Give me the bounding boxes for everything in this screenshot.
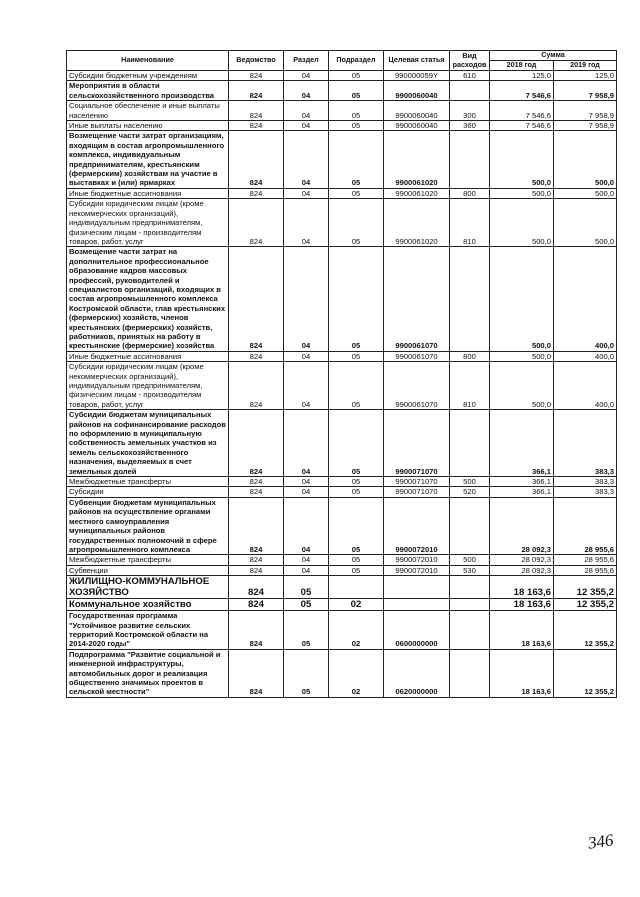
cell-name: Иные выплаты населению [67, 121, 229, 131]
cell-celevaya-statya: 9900061070 [384, 247, 450, 351]
cell-name: Субвенции [67, 565, 229, 575]
cell-name: Мероприятия в области сельскохозяйственного производства [67, 81, 229, 101]
cell-sum-2019: 12 355,2 [554, 576, 617, 599]
cell-razdel: 04 [284, 81, 329, 101]
cell-celevaya-statya: 9900061020 [384, 188, 450, 198]
table-row [67, 81, 617, 101]
cell-name: Субвенции бюджетам муниципальных районов на осуществление органами местного самоуправления муниципальных районов государственных полномочий в сфере агропромышленного комплекса [67, 497, 229, 554]
cell-razdel: 05 [284, 576, 329, 599]
cell-razdel: 05 [284, 611, 329, 650]
cell-podrazdel: 05 [329, 131, 384, 188]
cell-sum-2019: 400,0 [554, 247, 617, 351]
cell-vedomstvo: 824 [229, 649, 284, 697]
cell-podrazdel: 05 [329, 71, 384, 81]
cell-razdel: 05 [284, 649, 329, 697]
cell-name: Межбюджетные трансферты [67, 477, 229, 487]
cell-celevaya-statya: 0600000000 [384, 611, 450, 650]
table-row [67, 362, 617, 410]
cell-sum-2019: 383,3 [554, 477, 617, 487]
cell-sum-2019: 12 355,2 [554, 649, 617, 697]
cell-podrazdel: 05 [329, 555, 384, 565]
cell-razdel: 04 [284, 487, 329, 497]
cell-podrazdel: 05 [329, 247, 384, 351]
cell-name: Субсидии бюджетам муниципальных районов на софинансирование расходов по оформлению в муниципальную собственность земельных участков из земель сельскохозяйственного назначения, выделяемых в счет земельных долей [67, 410, 229, 477]
cell-vid-rashodov: 810 [450, 199, 490, 247]
cell-vid-rashodov: 500 [450, 555, 490, 565]
cell-podrazdel: 05 [329, 188, 384, 198]
cell-podrazdel: 05 [329, 497, 384, 554]
cell-celevaya-statya: 9900071070 [384, 477, 450, 487]
cell-podrazdel: 05 [329, 199, 384, 247]
cell-razdel: 04 [284, 131, 329, 188]
cell-sum-2019: 400,0 [554, 351, 617, 361]
cell-celevaya-statya: 9900061020 [384, 131, 450, 188]
cell-vid-rashodov: 800 [450, 351, 490, 361]
cell-vedomstvo: 824 [229, 131, 284, 188]
cell-vedomstvo: 824 [229, 565, 284, 575]
cell-podrazdel: 02 [329, 599, 384, 611]
cell-vedomstvo: 824 [229, 121, 284, 131]
cell-sum-2019: 383,3 [554, 487, 617, 497]
cell-razdel: 04 [284, 71, 329, 81]
cell-sum-2019: 125,0 [554, 71, 617, 81]
cell-podrazdel: 05 [329, 121, 384, 131]
cell-podrazdel: 05 [329, 565, 384, 575]
cell-name: Субсидии бюджетным учреждениям [67, 71, 229, 81]
cell-sum-2019: 500,0 [554, 131, 617, 188]
table-row [67, 410, 617, 477]
cell-sum-2018: 500,0 [490, 188, 554, 198]
cell-celevaya-statya: 0620000000 [384, 649, 450, 697]
cell-sum-2018: 28 092,3 [490, 555, 554, 565]
cell-name: Коммунальное хозяйство [67, 599, 229, 611]
cell-sum-2018: 7 546,6 [490, 121, 554, 131]
cell-podrazdel: 05 [329, 362, 384, 410]
cell-sum-2018: 18 163,6 [490, 611, 554, 650]
cell-razdel: 04 [284, 497, 329, 554]
cell-sum-2018: 7 546,6 [490, 101, 554, 121]
cell-vid-rashodov: 610 [450, 71, 490, 81]
cell-name: Государственная программа "Устойчивое развитие сельских территорий Костромской области на 2014-2020 годы" [67, 611, 229, 650]
header-year-2018: 2018 год [490, 61, 554, 71]
cell-podrazdel: 05 [329, 101, 384, 121]
cell-razdel: 04 [284, 188, 329, 198]
cell-sum-2019: 12 355,2 [554, 599, 617, 611]
cell-razdel: 04 [284, 362, 329, 410]
cell-celevaya-statya [384, 599, 450, 611]
cell-celevaya-statya: 9900061020 [384, 199, 450, 247]
cell-vedomstvo: 824 [229, 351, 284, 361]
table-row [67, 121, 617, 131]
cell-sum-2019: 28 955,6 [554, 497, 617, 554]
cell-podrazdel: 05 [329, 410, 384, 477]
cell-vid-rashodov [450, 131, 490, 188]
cell-vid-rashodov [450, 649, 490, 697]
cell-sum-2018: 28 092,3 [490, 497, 554, 554]
cell-sum-2018: 366,1 [490, 477, 554, 487]
cell-vid-rashodov [450, 497, 490, 554]
table-row [67, 351, 617, 361]
header-vid-rashodov: Вид расходов [450, 51, 490, 71]
cell-name: Возмещение части затрат на дополнительное профессиональное образование кадров массовых профессий, руководителей и специалистов организаций, входящих в состав агропромышленного комплекса Костромской области, глав крестьянских (фермерских) хозяйств, членов крестьянских (фермерских) хозяйств, работников, принятых на работу в крестьянские (фермерские) хозяйства [67, 247, 229, 351]
cell-razdel: 04 [284, 101, 329, 121]
cell-sum-2018: 500,0 [490, 131, 554, 188]
header-vedomstvo: Ведомство [229, 51, 284, 71]
cell-podrazdel: 05 [329, 487, 384, 497]
cell-vid-rashodov [450, 410, 490, 477]
table-header [67, 51, 617, 71]
cell-vedomstvo: 824 [229, 81, 284, 101]
cell-vedomstvo: 824 [229, 487, 284, 497]
cell-sum-2018: 500,0 [490, 247, 554, 351]
cell-celevaya-statya: 990000059Y [384, 71, 450, 81]
table-row [67, 247, 617, 351]
cell-razdel: 04 [284, 121, 329, 131]
table-row [67, 477, 617, 487]
cell-name: Субсидии юридическим лицам (кроме некоммерческих организаций), индивидуальным предпринимателям, физическим лицам - производителям товаров, работ, услуг [67, 199, 229, 247]
cell-vid-rashodov: 530 [450, 565, 490, 575]
cell-vid-rashodov: 520 [450, 487, 490, 497]
header-year-2019: 2019 год [554, 61, 617, 71]
cell-vid-rashodov: 810 [450, 362, 490, 410]
cell-celevaya-statya: 9900060040 [384, 101, 450, 121]
budget-table [66, 50, 617, 698]
cell-vedomstvo: 824 [229, 247, 284, 351]
cell-sum-2018: 500,0 [490, 351, 554, 361]
cell-sum-2018: 500,0 [490, 199, 554, 247]
cell-vid-rashodov [450, 81, 490, 101]
table-row [67, 599, 617, 611]
cell-sum-2019: 500,0 [554, 199, 617, 247]
cell-sum-2019: 7 958,9 [554, 101, 617, 121]
cell-celevaya-statya: 9900072010 [384, 497, 450, 554]
header-summa: Сумма [490, 51, 617, 61]
cell-sum-2018: 125,0 [490, 71, 554, 81]
table-row [67, 188, 617, 198]
cell-name: Иные бюджетные ассигнования [67, 351, 229, 361]
cell-name: Социальное обеспечение и иные выплаты населению [67, 101, 229, 121]
cell-vedomstvo: 824 [229, 101, 284, 121]
header-name: Наименование [67, 51, 229, 71]
cell-sum-2018: 500,0 [490, 362, 554, 410]
cell-vid-rashodov [450, 247, 490, 351]
table-row [67, 649, 617, 697]
cell-vedomstvo: 824 [229, 477, 284, 487]
cell-vedomstvo: 824 [229, 188, 284, 198]
cell-name: Возмещение части затрат организациям, входящим в состав агропромышленного комплекса, индивидуальным предпринимателям, крестьянским (фермерским) хозяйствам на участие в выставках и (или) ярмарках [67, 131, 229, 188]
header-podrazdel: Подраздел [329, 51, 384, 71]
budget-sheet [66, 50, 616, 698]
cell-sum-2019: 400,0 [554, 362, 617, 410]
cell-sum-2019: 383,3 [554, 410, 617, 477]
cell-sum-2019: 7 958,9 [554, 81, 617, 101]
cell-vedomstvo: 824 [229, 497, 284, 554]
cell-sum-2018: 366,1 [490, 410, 554, 477]
cell-vedomstvo: 824 [229, 555, 284, 565]
cell-sum-2019: 28 955,6 [554, 555, 617, 565]
cell-name: Иные бюджетные ассигнования [67, 188, 229, 198]
cell-razdel: 04 [284, 247, 329, 351]
cell-vedomstvo: 824 [229, 410, 284, 477]
table-row [67, 565, 617, 575]
cell-vid-rashodov [450, 576, 490, 599]
cell-vedomstvo: 824 [229, 199, 284, 247]
table-row [67, 487, 617, 497]
cell-razdel: 05 [284, 599, 329, 611]
cell-razdel: 04 [284, 351, 329, 361]
cell-celevaya-statya: 9900072010 [384, 565, 450, 575]
cell-name: ЖИЛИЩНО-КОММУНАЛЬНОЕ ХОЗЯЙСТВО [67, 576, 229, 599]
cell-razdel: 04 [284, 477, 329, 487]
cell-razdel: 04 [284, 199, 329, 247]
cell-podrazdel: 02 [329, 649, 384, 697]
cell-podrazdel: 02 [329, 611, 384, 650]
cell-razdel: 04 [284, 565, 329, 575]
cell-sum-2019: 7 958,9 [554, 121, 617, 131]
cell-name: Субсидии юридическим лицам (кроме некоммерческих организаций), индивидуальным предпринимателям, физическим лицам - производителям товаров, работ, услуг [67, 362, 229, 410]
cell-vedomstvo: 824 [229, 362, 284, 410]
cell-celevaya-statya: 9900072010 [384, 555, 450, 565]
cell-razdel: 04 [284, 410, 329, 477]
cell-vedomstvo: 824 [229, 71, 284, 81]
table-row [67, 497, 617, 554]
table-row [67, 611, 617, 650]
cell-vid-rashodov: 360 [450, 121, 490, 131]
cell-celevaya-statya: 9900071070 [384, 410, 450, 477]
cell-podrazdel: 05 [329, 81, 384, 101]
cell-razdel: 04 [284, 555, 329, 565]
cell-sum-2018: 18 163,6 [490, 649, 554, 697]
cell-sum-2018: 7 546,6 [490, 81, 554, 101]
table-row [67, 199, 617, 247]
cell-celevaya-statya [384, 576, 450, 599]
cell-sum-2019: 500,0 [554, 188, 617, 198]
cell-vid-rashodov [450, 599, 490, 611]
cell-sum-2019: 12 355,2 [554, 611, 617, 650]
cell-vid-rashodov: 300 [450, 101, 490, 121]
cell-vedomstvo: 824 [229, 576, 284, 599]
cell-celevaya-statya: 9900071070 [384, 487, 450, 497]
table-row [67, 555, 617, 565]
cell-celevaya-statya: 9900060040 [384, 121, 450, 131]
cell-vid-rashodov: 800 [450, 188, 490, 198]
cell-vedomstvo: 824 [229, 611, 284, 650]
cell-name: Подпрограмма "Развитие социальной и инженерной инфраструктуры, автомобильных дорог и реализация общественно значимых проектов в сельской местности" [67, 649, 229, 697]
cell-celevaya-statya: 9900061070 [384, 362, 450, 410]
header-razdel: Раздел [284, 51, 329, 71]
cell-sum-2018: 366,1 [490, 487, 554, 497]
table-row [67, 71, 617, 81]
cell-vid-rashodov: 500 [450, 477, 490, 487]
cell-vid-rashodov [450, 611, 490, 650]
cell-podrazdel [329, 576, 384, 599]
cell-sum-2019: 28 955,6 [554, 565, 617, 575]
cell-podrazdel: 05 [329, 351, 384, 361]
table-row [67, 576, 617, 599]
page-number: 346 [586, 830, 615, 853]
cell-celevaya-statya: 9900060040 [384, 81, 450, 101]
cell-sum-2018: 28 092,3 [490, 565, 554, 575]
cell-podrazdel: 05 [329, 477, 384, 487]
cell-name: Субсидии [67, 487, 229, 497]
table-body [67, 71, 617, 698]
cell-sum-2018: 18 163,6 [490, 599, 554, 611]
table-row [67, 131, 617, 188]
table-row [67, 101, 617, 121]
header-celevaya-statya: Целевая статья [384, 51, 450, 71]
cell-name: Межбюджетные трансферты [67, 555, 229, 565]
cell-sum-2018: 18 163,6 [490, 576, 554, 599]
cell-celevaya-statya: 9900061070 [384, 351, 450, 361]
cell-vedomstvo: 824 [229, 599, 284, 611]
